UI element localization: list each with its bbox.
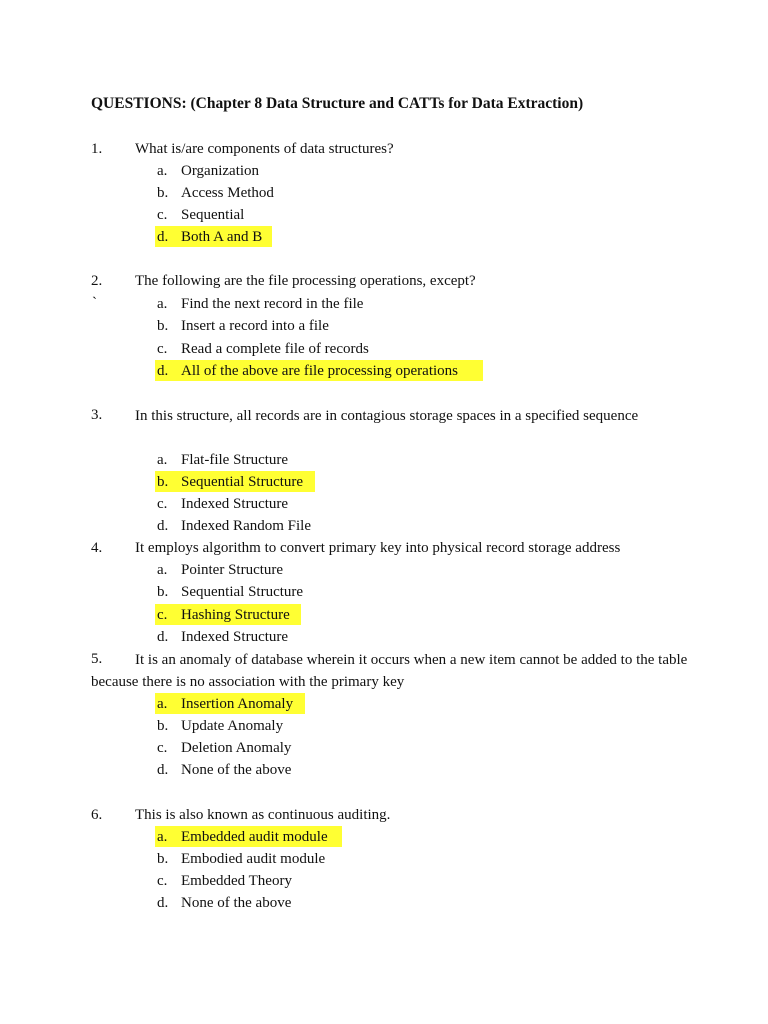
option-text: Indexed Structure — [181, 629, 289, 645]
option-text: All of the above are file processing operations — [181, 363, 458, 379]
option-text: Update Anomaly — [181, 718, 284, 734]
option-text: Insertion Anomaly — [181, 696, 294, 712]
option-letter: a. — [157, 163, 168, 179]
option-letter: d. — [157, 762, 169, 778]
option-letter: d. — [157, 895, 169, 911]
option-letter: c. — [157, 873, 168, 889]
option-letter: a. — [157, 296, 168, 312]
option-text: Insert a record into a file — [181, 318, 329, 334]
option-letter: b. — [157, 718, 169, 734]
option-text: Pointer Structure — [181, 562, 284, 578]
option-letter: d. — [157, 518, 169, 534]
option-text: Hashing Structure — [181, 607, 290, 623]
option-letter: c. — [157, 207, 168, 223]
stray-mark: ` — [92, 295, 97, 311]
option-text: Embodied audit module — [181, 851, 326, 867]
option-text: Access Method — [181, 185, 274, 201]
option-text: Both A and B — [181, 229, 263, 245]
option-letter: d. — [157, 629, 169, 645]
option-letter: a. — [157, 829, 168, 845]
option-text: Indexed Structure — [181, 496, 289, 512]
option-letter: b. — [157, 318, 169, 334]
option-text: Indexed Random File — [181, 518, 311, 534]
page-title: QUESTIONS: (Chapter 8 Data Structure and CATTs for Data Extraction) — [91, 95, 584, 112]
question-number: 2. — [91, 273, 103, 289]
option-text: None of the above — [181, 762, 292, 778]
question-text: What is/are components of data structures? — [135, 141, 394, 157]
option-letter: c. — [157, 341, 168, 357]
question-text: It employs algorithm to convert primary key into physical record storage address — [135, 540, 621, 556]
option-text: Sequential Structure — [181, 474, 304, 490]
question-text: It is an anomaly of database wherein it occurs when a new item cannot be added to the table because there is no association with the primary key — [91, 652, 688, 690]
option-text: Sequential Structure — [181, 584, 304, 600]
option-letter: b. — [157, 474, 169, 490]
option-letter: d. — [157, 229, 169, 245]
option-letter: c. — [157, 740, 168, 756]
option-text: None of the above — [181, 895, 292, 911]
option-text: Sequential — [181, 207, 245, 223]
option-text: Find the next record in the file — [181, 296, 364, 312]
option-letter: a. — [157, 562, 168, 578]
question-number: 6. — [91, 807, 103, 823]
option-letter: c. — [157, 607, 168, 623]
option-letter: a. — [157, 696, 168, 712]
option-letter: b. — [157, 851, 169, 867]
option-text: Deletion Anomaly — [181, 740, 292, 756]
question-number: 3. — [91, 407, 103, 423]
option-text: Flat-file Structure — [181, 452, 289, 468]
question-text: The following are the file processing operations, except? — [135, 273, 476, 289]
option-letter: c. — [157, 496, 168, 512]
option-text: Embedded audit module — [181, 829, 328, 845]
question-number: 5. — [91, 651, 103, 667]
option-text: Embedded Theory — [181, 873, 292, 889]
option-letter: b. — [157, 185, 169, 201]
option-text: Read a complete file of records — [181, 341, 369, 357]
option-letter: d. — [157, 363, 169, 379]
option-text: Organization — [181, 163, 260, 179]
question-number: 1. — [91, 141, 103, 157]
question-text: In this structure, all records are in contagious storage spaces in a specified sequence — [135, 408, 639, 424]
option-letter: b. — [157, 584, 169, 600]
question-number: 4. — [91, 540, 103, 556]
option-letter: a. — [157, 452, 168, 468]
question-text: This is also known as continuous auditing. — [135, 807, 391, 823]
